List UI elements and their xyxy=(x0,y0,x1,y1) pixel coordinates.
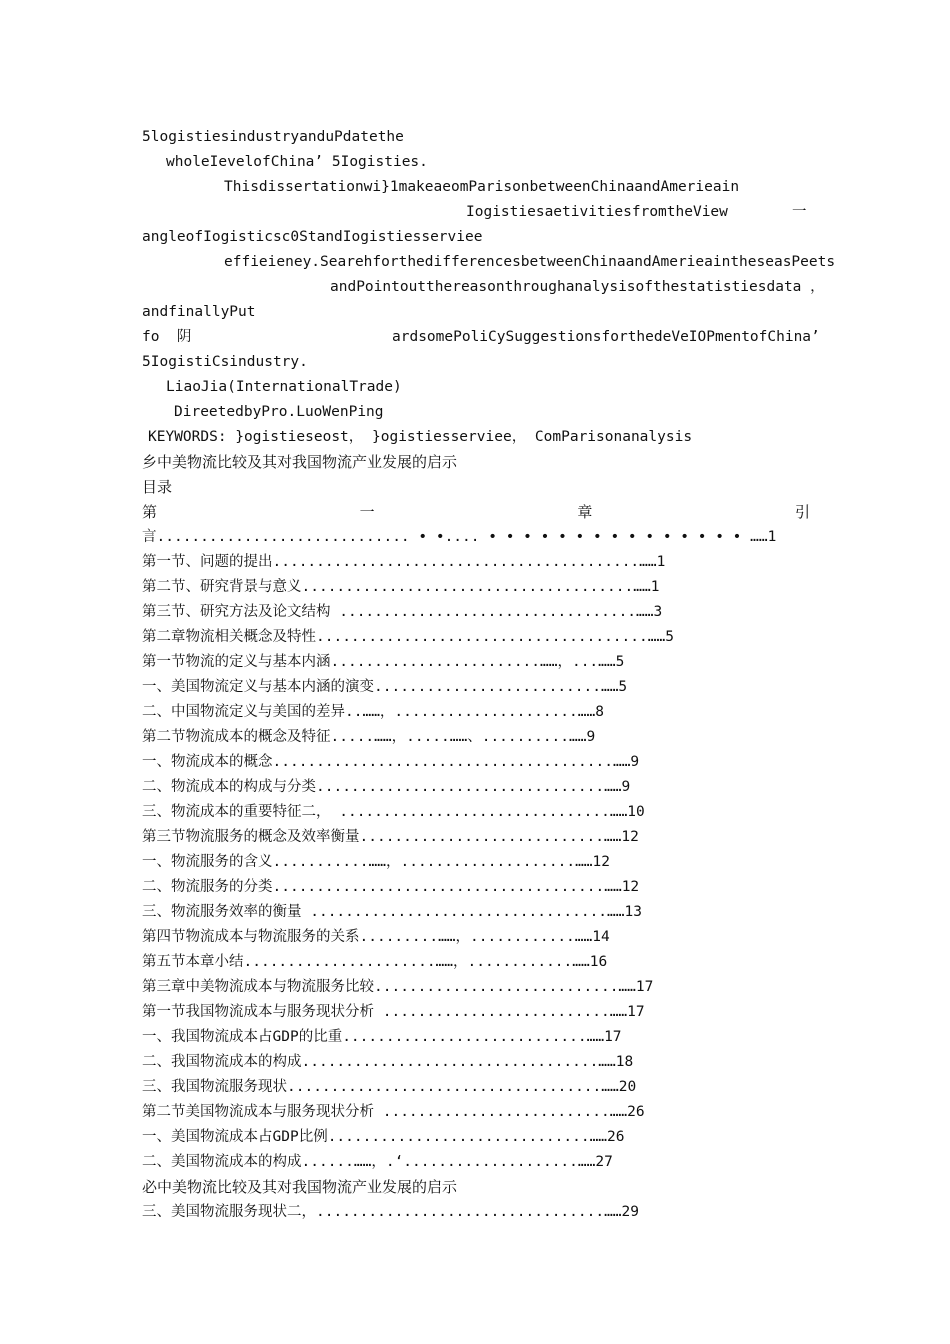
abstract-line: ardsomePoliCySuggestionsforthedeVeIOPmentofChina’ xyxy=(392,329,820,345)
toc-entry: 第二节美国物流成本与服务现状分析 ..........................……26 xyxy=(142,1104,645,1120)
toc-entry: 第二章物流相关概念及特性......................................……5 xyxy=(142,629,674,645)
toc-entry: 第三节、研究方法及论文结构 ..................................……3 xyxy=(142,604,663,620)
toc-entry: 第二节、研究背景与意义......................................……1 xyxy=(142,579,660,595)
toc-entry: 第五节本章小结......................……，............……16 xyxy=(142,954,608,970)
toc-heading: 目录 xyxy=(142,478,173,496)
chapter-char: 第 xyxy=(142,503,158,521)
toc-entry: 第三章中美物流成本与物流服务比较............................……17 xyxy=(142,979,654,995)
abstract-line: IogistiesaetivitiesfromtheView xyxy=(466,204,728,220)
abstract-line: 一 xyxy=(792,204,807,220)
chapter-one-heading xyxy=(142,502,810,522)
abstract-line: effieieney.SearehforthedifferencesbetweenChinaandAmerieaintheseasPeets xyxy=(224,254,836,270)
chapter-char: 引 xyxy=(794,503,810,521)
abstract-line: 5logistiesindustryanduPdatethe xyxy=(142,129,404,145)
toc-entry: 一、物流服务的含义...........……，....................……12 xyxy=(142,854,610,870)
toc-entry: 三、物流成本的重要特征二， ...............................……10 xyxy=(142,804,645,820)
chapter-char: 一 xyxy=(359,503,375,521)
abstract-line: andfinallyPut xyxy=(142,304,256,320)
toc-entry: 三、美国物流服务现状二，.................................……29 xyxy=(142,1204,639,1220)
running-title: 必中美物流比较及其对我国物流产业发展的启示 xyxy=(142,1178,458,1196)
toc-entry: 一、美国物流成本占GDP比例..............................……26 xyxy=(142,1129,625,1145)
toc-entry: 二、我国物流成本的构成..................................……18 xyxy=(142,1054,634,1070)
toc-entry: 一、我国物流成本占GDP的比重............................……17 xyxy=(142,1029,622,1045)
abstract-line: andPointoutthereasonthroughanalysisofthestatistiesdata ， xyxy=(330,279,825,295)
toc-entry: 第一节、问题的提出..........................................……1 xyxy=(142,554,666,570)
author-name: LiaoJia(InternationalTrade) xyxy=(166,379,402,395)
abstract-line: fo 阴 xyxy=(142,329,192,345)
toc-entry: 第四节物流成本与物流服务的关系.........……，............……14 xyxy=(142,929,610,945)
toc-entry: 三、物流服务效率的衡量 ..................................……13 xyxy=(142,904,642,920)
keywords-line: KEYWORDS: }ogistieseost， }ogistiesserviee， ComParisonanalysis xyxy=(148,429,693,445)
chapter-char: 章 xyxy=(577,503,593,521)
toc-entry: 三、我国物流服务现状....................................……20 xyxy=(142,1079,637,1095)
toc-entry: 二、物流服务的分类......................................……12 xyxy=(142,879,640,895)
running-title: 乡中美物流比较及其对我国物流产业发展的启示 xyxy=(142,453,458,471)
toc-entry: 第一节我国物流成本与服务现状分析 ..........................……17 xyxy=(142,1004,645,1020)
toc-entry: 第二节物流成本的概念及特征.....……，.....……、..........……9 xyxy=(142,729,596,745)
toc-entry: 一、物流成本的概念.......................................……9 xyxy=(142,754,640,770)
abstract-line: 5IogistiCsindustry. xyxy=(142,354,308,370)
toc-entry: 言............................. • •.... • • • • • • • • • • • • • • • ……1 xyxy=(142,529,777,545)
abstract-line: angleofIogisticsc0StandIogistiesserviee xyxy=(142,229,483,245)
abstract-line: wholeIevelofChina’ 5Iogisties. xyxy=(166,154,428,170)
toc-entry: 二、物流成本的构成与分类.................................……9 xyxy=(142,779,631,795)
toc-entry: 二、中国物流定义与美国的差异..……，.....................……8 xyxy=(142,704,604,720)
toc-entry: 第一节物流的定义与基本内涵........................……，...……5 xyxy=(142,654,625,670)
toc-entry: 第三节物流服务的概念及效率衡量............................……12 xyxy=(142,829,639,845)
advisor-name: DireetedbyPro.LuoWenPing xyxy=(174,404,384,420)
toc-entry: 二、美国物流成本的构成......……，.‘....................……27 xyxy=(142,1154,613,1170)
abstract-line: Thisdissertationwi}1makeaeomParisonbetweenChinaandAmerieain xyxy=(224,179,740,195)
toc-entry: 一、美国物流定义与基本内涵的演变..........................……5 xyxy=(142,679,628,695)
